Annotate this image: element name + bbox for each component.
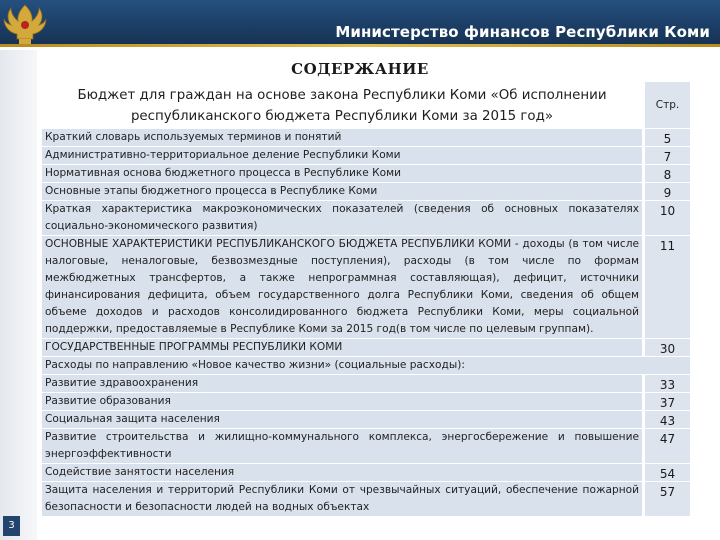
toc-title: СОДЕРЖАНИЕ [291, 60, 429, 78]
page-column-label: Стр. [655, 99, 680, 111]
toc-page-number: 37 [659, 396, 676, 410]
toc-page-number: 7 [663, 150, 672, 164]
left-decor-strip [0, 50, 37, 540]
header-divider [0, 44, 720, 47]
toc-page-cell [645, 375, 690, 392]
toc-page-cell [645, 236, 690, 338]
toc-entry-text: Развитие образования [42, 393, 642, 410]
toc-row[interactable] [42, 339, 690, 357]
toc-row[interactable] [42, 183, 690, 201]
toc-page-cell [645, 393, 690, 410]
toc-page-cell [645, 464, 690, 481]
toc-page-number: 33 [659, 378, 676, 392]
toc-page-number: 57 [659, 485, 676, 499]
toc-page-number: 47 [659, 432, 676, 446]
komi-emblem-icon [2, 1, 48, 47]
toc-page-cell [645, 147, 690, 164]
toc-entry-text: Развитие строительства и жилищно-коммунального комплекса, энергосбережение и повышение энергоэффективности [42, 429, 642, 463]
toc-row[interactable] [42, 236, 690, 339]
toc-entry-text: Развитие здравоохранения [42, 375, 642, 392]
toc-page-cell [645, 165, 690, 182]
toc-table [42, 129, 690, 517]
toc-page-cell [645, 201, 690, 235]
toc-heading: Бюджет для граждан на основе закона Республики Коми «Об исполнении республиканского бюджета Республики Коми за 2015 год» [77, 88, 607, 124]
toc-row[interactable] [42, 165, 690, 183]
toc-page-number: 54 [659, 467, 676, 481]
header-bar [0, 0, 720, 47]
toc-row[interactable] [42, 482, 690, 517]
toc-page-cell [645, 411, 690, 428]
toc-page-number: 11 [659, 239, 676, 253]
toc-entry-text: Нормативная основа бюджетного процесса в Республике Коми [42, 165, 642, 182]
toc-page-number: 30 [659, 342, 676, 356]
toc-entry-text: Расходы по направлению «Новое качество жизни» (социальные расходы): [42, 357, 690, 374]
toc-row[interactable] [42, 147, 690, 165]
toc-row[interactable] [42, 429, 690, 464]
toc-row[interactable] [42, 201, 690, 236]
page-number-badge: 3 [3, 516, 20, 536]
toc-page-cell [645, 183, 690, 200]
toc-row[interactable] [42, 393, 690, 411]
toc-entry-text: Административно-территориальное деление Республики Коми [42, 147, 642, 164]
toc-entry-text: Краткая характеристика макроэкономических показателей (сведения об основных показателях социально-экономического развития) [42, 201, 642, 235]
toc-page-cell [645, 482, 690, 516]
toc-page-number: 43 [659, 414, 676, 428]
toc-row[interactable] [42, 357, 690, 375]
toc-entry-text: Содействие занятости населения [42, 464, 642, 481]
page-column-header [645, 82, 690, 128]
toc-page-number: 8 [663, 168, 672, 182]
toc-page-cell [645, 429, 690, 463]
toc-entry-text: ОСНОВНЫЕ ХАРАКТЕРИСТИКИ РЕСПУБЛИКАНСКОГО БЮДЖЕТА РЕСПУБЛИКИ КОМИ - доходы (в том числе налоговые, неналоговые, безвозмездные поступления), расходы (в том числе по формам межбюджетных трансфертов, а также непрограммная составляющая), дефицит, источники финансирования дефицита, объем государственного долга Республики Коми, сведения об общем объеме доходов и расходов консолидированного бюджета Республики Коми, меры социальной поддержки, предоставляемые в Республике Коми за 2015 год(в том числе по целевым группам). [42, 236, 642, 338]
toc-row[interactable] [42, 411, 690, 429]
toc-page-cell [645, 339, 690, 356]
ministry-title: Министерство финансов Республики Коми [335, 23, 710, 41]
toc-page-cell [645, 129, 690, 146]
toc-entry-text: Защита населения и территорий Республики Коми от чрезвычайных ситуаций, обеспечение пожарной безопасности и безопасности людей на водных объектах [42, 482, 642, 516]
toc-entry-text: Основные этапы бюджетного процесса в Республике Коми [42, 183, 642, 200]
toc-row[interactable] [42, 129, 690, 147]
toc-page-number: 9 [663, 186, 672, 200]
toc-entry-text: ГОСУДАРСТВЕННЫЕ ПРОГРАММЫ РЕСПУБЛИКИ КОМИ [42, 339, 642, 356]
toc-entry-text: Краткий словарь используемых терминов и понятий [42, 129, 642, 146]
toc-row[interactable] [42, 375, 690, 393]
toc-row[interactable] [42, 464, 690, 482]
toc-entry-text: Социальная защита населения [42, 411, 642, 428]
toc-page-number: 5 [663, 132, 672, 146]
toc-page-number: 10 [659, 204, 676, 218]
